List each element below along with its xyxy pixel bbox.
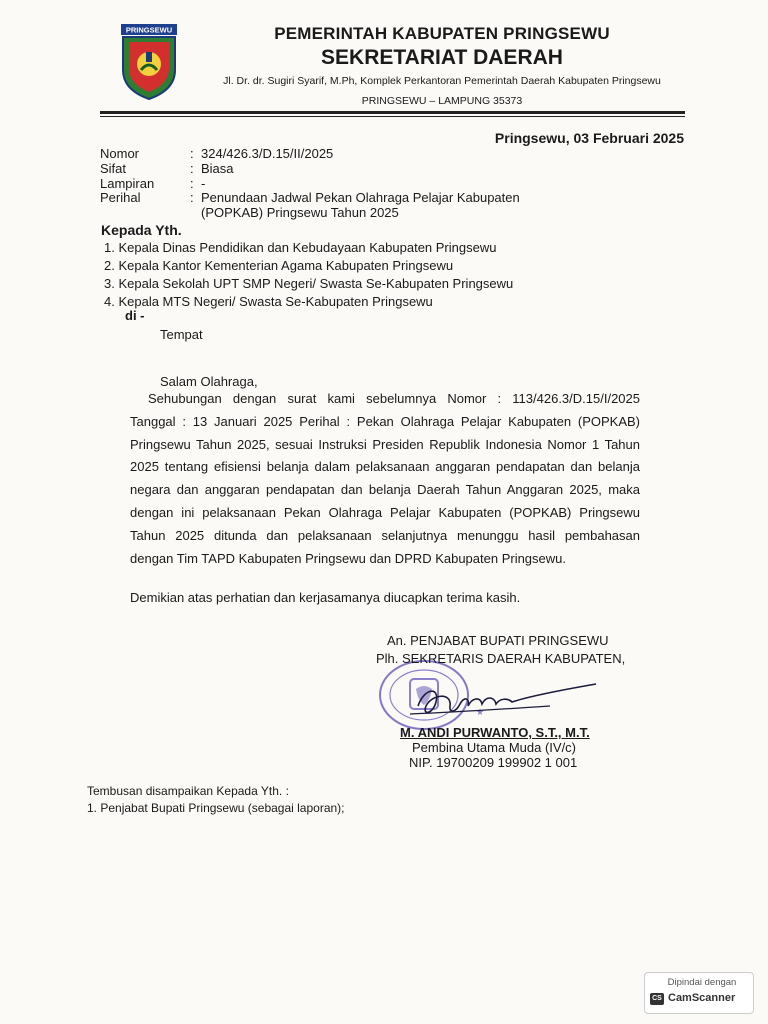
meta-value: Biasa — [201, 161, 234, 176]
body-paragraph — [130, 388, 640, 570]
gov-name: PEMERINTAH KABUPATEN PRINGSEWU — [274, 24, 610, 43]
meta-value: - — [201, 176, 206, 191]
paragraph-line: Sehubungan dengan surat kami sebelumnya Nomor : 113/426.3/D.15/I/2025 — [148, 391, 640, 406]
office-address: Jl. Dr. dr. Sugiri Syarif, M.Ph, Komplek Perkantoran Pemerintah Daerah Kabupaten Pringsewu — [223, 75, 661, 87]
logo-caption: PRINGSEWU — [125, 25, 173, 35]
meta-sep: : — [190, 190, 194, 205]
meta-label: Nomor — [100, 146, 140, 161]
recipient-item: 1. Kepala Dinas Pendidikan dan Kebudayaan Kabupaten Pringsewu — [104, 240, 497, 255]
meta-sep: : — [190, 176, 194, 191]
office-city: PRINGSEWU – LAMPUNG 35373 — [361, 95, 523, 107]
greeting: Salam Olahraga, — [160, 374, 258, 389]
letter-date: Pringsewu, 03 Februari 2025 — [494, 130, 684, 146]
meta-value: 324/426.3/D.15/II/2025 — [201, 146, 334, 161]
meta-label: Perihal — [100, 190, 141, 205]
paragraph-line: Tanggal : 13 Januari 2025 Perihal : Pekan Olahraga Pelajar Kabupaten (POPKAB) — [130, 413, 640, 429]
signatory-capacity: An. PENJABAT BUPATI PRINGSEWU — [387, 633, 609, 648]
signatory-name: M. ANDI PURWANTO, S.T., M.T. — [400, 725, 590, 740]
paragraph-line: 2025 tentang efisiensi belanja dalam pelaksanaan anggaran pendapatan dan belanja — [130, 459, 640, 475]
meta-label: Sifat — [100, 161, 127, 176]
office-name: SEKRETARIAT DAERAH — [321, 46, 563, 69]
letterhead-rule-thin — [100, 116, 685, 117]
paragraph-line: dengan Tim TAPD Kabupaten Pringsewu dan DPRD Kabupaten Pringsewu. — [130, 550, 567, 566]
paragraph-line: dengan ini pelaksanaan Pekan Olahraga Pelajar Kabupaten (POPKAB) Pringsewu — [130, 504, 640, 520]
handwritten-signature — [400, 676, 610, 728]
svg-text:★: ★ — [476, 707, 485, 717]
paragraph-line: negara dan anggaran pendapatan dan belanja Daerah Tahun Anggaran 2025, maka — [130, 482, 640, 498]
cc-heading: Tembusan disampaikan Kepada Yth. : — [87, 784, 289, 798]
recipient-item: 2. Kepala Kantor Kementerian Agama Kabupaten Pringsewu — [104, 258, 454, 273]
meta-label: Lampiran — [100, 176, 155, 191]
recipient-item: 3. Kepala Sekolah UPT SMP Negeri/ Swasta Se-Kabupaten Pringsewu — [104, 276, 514, 291]
recipient-item: 4. Kepala MTS Negeri/ Swasta Se-Kabupaten Pringsewu — [104, 294, 433, 309]
paragraph-line: Tahun 2025 ditunda dan pelaksanaan selanjutnya menunggu hasil pembahasan — [130, 527, 640, 543]
regency-logo — [119, 24, 179, 100]
letterhead-rule — [100, 111, 685, 114]
camscanner-icon: CS — [650, 993, 664, 1005]
paragraph-line: Pringsewu Tahun 2025, sesuai Instruksi Presiden Republik Indonesia Nomor 1 Tahun — [130, 436, 640, 452]
scanner-badge-name: CamScanner — [668, 992, 736, 1004]
recipients-heading: Kepada Yth. — [101, 222, 182, 238]
signatory-title: Plh. SEKRETARIS DAERAH KABUPATEN, — [376, 651, 626, 666]
recipient-di: di - — [125, 308, 145, 323]
signatory-rank: Pembina Utama Muda (IV/c) — [412, 740, 577, 755]
meta-value: Penundaan Jadwal Pekan Olahraga Pelajar Kabupaten — [201, 190, 520, 205]
recipient-place: Tempat — [160, 327, 203, 342]
meta-sep: : — [190, 161, 194, 176]
closing-line: Demikian atas perhatian dan kerjasamanya diucapkan terima kasih. — [130, 590, 521, 605]
meta-value: (POPKAB) Pringsewu Tahun 2025 — [201, 205, 399, 220]
signatory-nip: NIP. 19700209 199902 1 001 — [409, 755, 578, 770]
cc-item: 1. Penjabat Bupati Pringsewu (sebagai laporan); — [87, 801, 345, 815]
scanner-badge-caption: Dipindai dengan — [667, 977, 737, 988]
meta-sep: : — [190, 146, 194, 161]
